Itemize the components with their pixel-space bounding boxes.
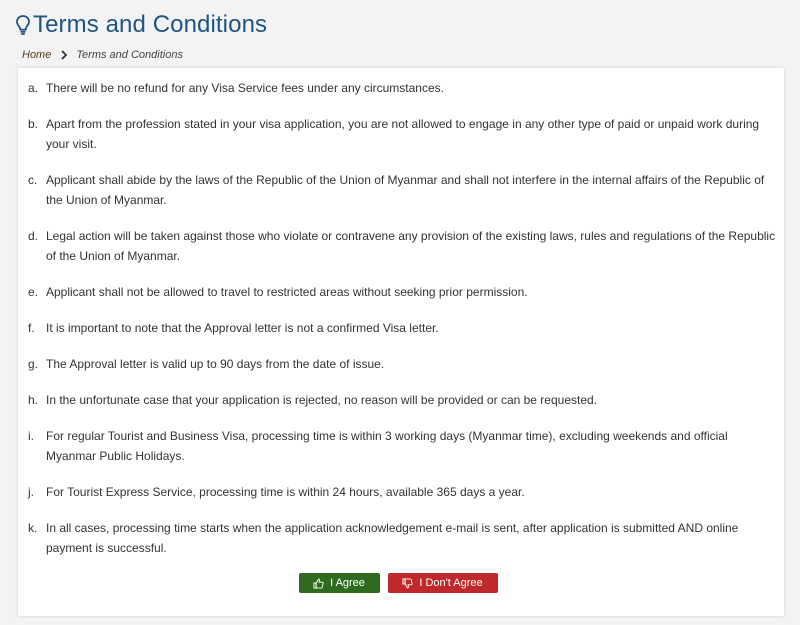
term-item: [18, 282, 784, 302]
term-letter: i.: [28, 429, 34, 443]
disagree-button-label: I Don't Agree: [419, 577, 483, 589]
term-text: Apart from the profession stated in your visa application, you are not allowed to engage in any other type of paid or unpaid work during your visit.: [46, 117, 760, 151]
term-text: Legal action will be taken against those who violate or contravene any provision of the existing laws, rules and regulations of the Republic of the Union of Myanmar.: [46, 229, 776, 263]
lightbulb-icon: [15, 13, 31, 37]
term-item: [18, 518, 784, 558]
term-item: [18, 390, 784, 410]
agree-button-label: I Agree: [330, 577, 365, 589]
term-text: In the unfortunate case that your application is rejected, no reason will be provided or can be requested.: [46, 393, 598, 407]
thumbs-down-icon: [402, 578, 413, 589]
term-letter: d.: [28, 229, 39, 243]
terms-card: [18, 68, 784, 616]
breadcrumb: [22, 47, 183, 63]
term-item: [18, 482, 784, 502]
breadcrumb-current: Terms and Conditions: [76, 49, 183, 61]
term-item: [18, 170, 784, 210]
term-item: [18, 226, 784, 266]
term-item: [18, 354, 784, 374]
term-letter: k.: [28, 521, 38, 535]
term-letter: b.: [28, 117, 39, 131]
term-item: [18, 114, 784, 154]
term-text: In all cases, processing time starts when the application acknowledgement e-mail is sent, after application is submitted AND online payment is successful.: [46, 521, 739, 555]
term-text: The Approval letter is valid up to 90 days from the date of issue.: [46, 357, 385, 371]
page-header: [15, 8, 267, 42]
term-text: Applicant shall not be allowed to travel to restricted areas without seeking prior permission.: [46, 285, 528, 299]
disagree-button[interactable]: [388, 573, 498, 593]
term-letter: j.: [28, 485, 34, 499]
term-letter: e.: [28, 285, 39, 299]
term-text: For Tourist Express Service, processing time is within 24 hours, available 365 days a year.: [46, 485, 525, 499]
term-item: [18, 78, 784, 98]
term-item: [18, 426, 784, 466]
page-title: Terms and Conditions: [33, 11, 268, 38]
term-letter: a.: [28, 81, 39, 95]
term-letter: h.: [28, 393, 39, 407]
thumbs-up-icon: [313, 578, 324, 589]
action-buttons: [18, 573, 784, 593]
term-text: It is important to note that the Approval letter is not a confirmed Visa letter.: [46, 321, 439, 335]
term-text: Applicant shall abide by the laws of the Republic of the Union of Myanmar and shall not interfere in the internal affairs of the Republic of the Union of Myanmar.: [46, 173, 765, 207]
term-letter: g.: [28, 357, 39, 371]
term-item: [18, 318, 784, 338]
term-text: For regular Tourist and Business Visa, processing time is within 3 working days (Myanmar time), excluding weekends and official Myanmar Public Holidays.: [46, 429, 728, 463]
terms-list: [18, 78, 784, 574]
chevron-right-icon: [60, 50, 68, 60]
breadcrumb-home-link[interactable]: Home: [22, 49, 52, 61]
agree-button[interactable]: [299, 573, 380, 593]
term-letter: f.: [28, 321, 35, 335]
term-text: There will be no refund for any Visa Service fees under any circumstances.: [46, 81, 444, 95]
term-letter: c.: [28, 173, 38, 187]
